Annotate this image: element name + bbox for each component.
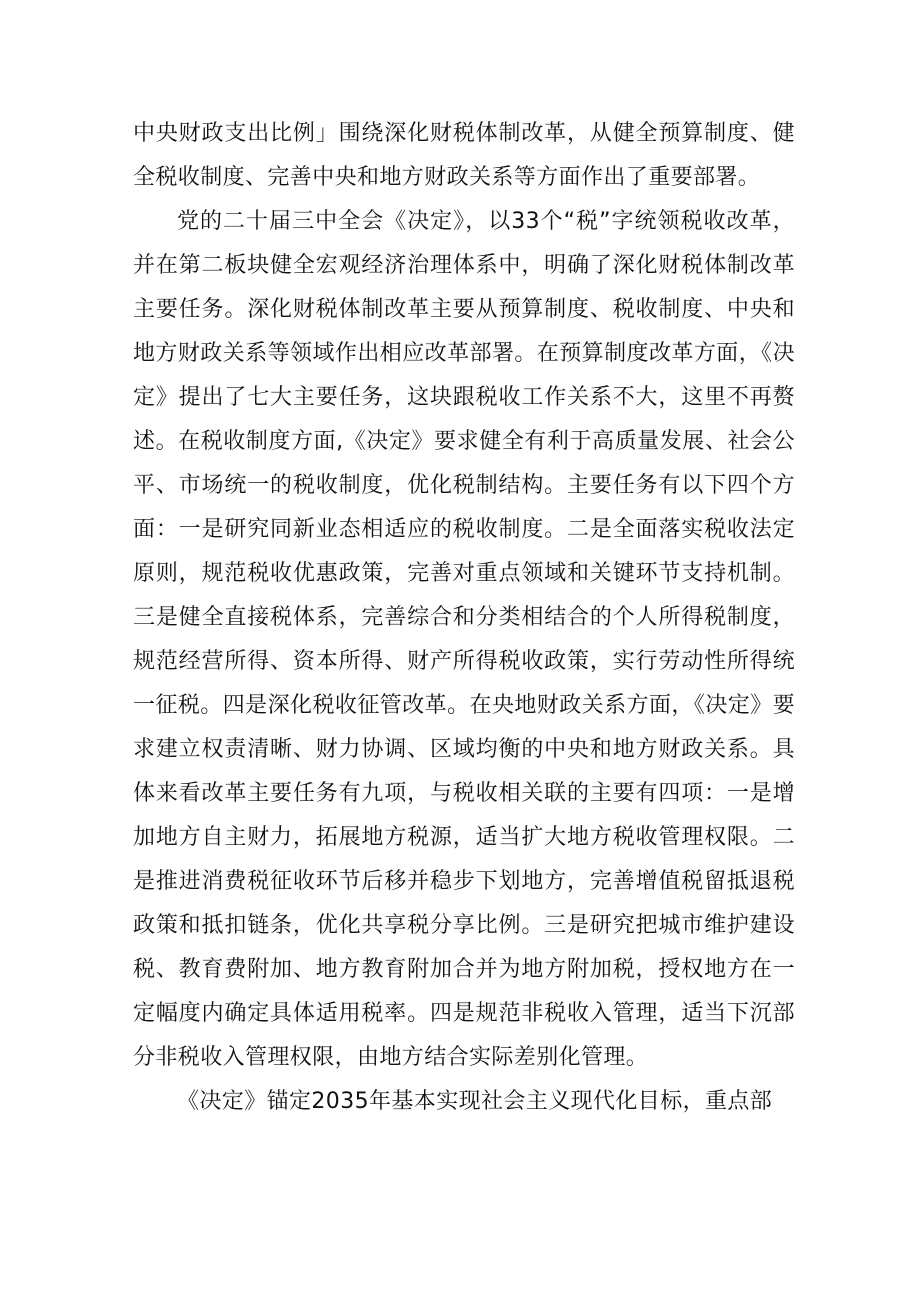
paragraph-3: 《决定》锚定2035年基本实现社会主义现代化目标，重点部 (177, 1089, 773, 1114)
paragraph-1: 中央财政支出比例」围绕深化财税体制改革，从健全预算制度、健全税收制度、完善中央和地方财政关系等方面作出了重要部署。 (133, 121, 795, 190)
paragraph-2: 党的二十届三中全会《决定》，以33个“税”字统领税收改革，并在第二板块健全宏观经济治理体系中，明确了深化财税体制改革主要任务。深化财税体制改革主要从预算制度、税收制度、中央和地方财政关系等领域作出相应改革部署。在预算制度改革方面，《决定》提出了七大主要任务，这块跟税收工作关系不大，这里不再赘述。在税收制度方面,《决定》要求健全有利于高质量发展、社会公平、市场统一的税收制度，优化税制结构。主要任务有以下四个方面：一是研究同新业态相适应的税收制度。二是全面落实税收法定原则，规范税收优惠政策，完善对重点领域和关键环节支持机制。三是健全直接税体系，完善综合和分类相结合的个人所得税制度，规范经营所得、资本所得、财产所得税收政策，实行劳动性所得统一征税。四是深化税收征管改革。在央地财政关系方面，《决定》要求建立权责清晰、财力协调、区域均衡的中央和地方财政关系。具体来看改革主要任务有九项，与税收相关联的主要有四项：一是增加地方自主财力，拓展地方税源，适当扩大地方税收管理权限。二是推进消费税征收环节后移并稳步下划地方，完善增值税留抵退税政策和抵扣链条，优化共享税分享比例。三是研究把城市维护建设税、教育费附加、地方教育附加合并为地方附加税，授权地方在一定幅度内确定具体适用税率。四是规范非税收入管理，适当下沉部分非税收入管理权限，由地方结合实际差别化管理。 (133, 209, 795, 1070)
body-text (133, 112, 795, 1124)
